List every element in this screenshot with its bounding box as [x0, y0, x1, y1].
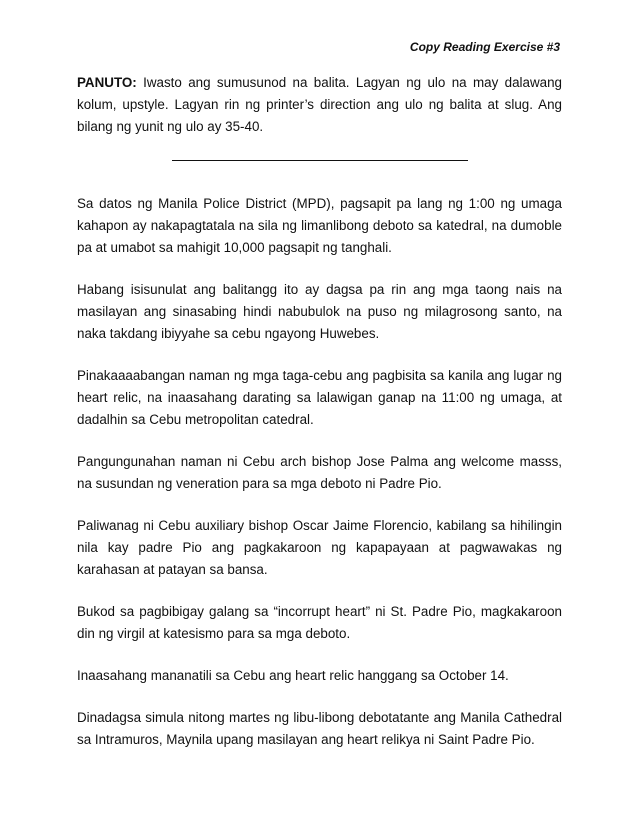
- news-paragraph: Pinakaaaabangan naman ng mga taga-cebu ang pagbisita sa kanila ang lugar ng heart relic, na inaasahang darating sa lalawigan ganap na 11:00 ng umaga, at dadalhin sa Cebu metropolitan catedral.: [77, 368, 562, 427]
- news-paragraph: Bukod sa pagbibigay galang sa “incorrupt heart” ni St. Padre Pio, magkakaroon din ng virgil at katesismo para sa mga deboto.: [77, 604, 562, 641]
- document-body: [77, 72, 562, 771]
- news-paragraph: Inaasahang mananatili sa Cebu ang heart relic hanggang sa October 14.: [77, 668, 509, 683]
- instructions-text: Iwasto ang sumusunod na balita. Lagyan ng ulo na may dalawang kolum, upstyle. Lagyan rin ng printer’s direction ang ulo ng balita at slug. Ang bilang ng yunit ng ulo ay 35-40.: [77, 75, 562, 134]
- news-paragraph: Paliwanag ni Cebu auxiliary bishop Oscar Jaime Florencio, kabilang sa hihilingin nila kay padre Pio ang pagkakaroon ng kapapayaan at pagwawakas ng karahasan at patayan sa bansa.: [77, 518, 562, 577]
- divider-line: [172, 160, 468, 161]
- news-paragraph: Pangungunahan naman ni Cebu arch bishop Jose Palma ang welcome masss, na susundan ng veneration para sa mga deboto ni Padre Pio.: [77, 454, 562, 491]
- news-paragraph: Habang isisunulat ang balitangg ito ay dagsa pa rin ang mga taong nais na masilayan ang sinasabing hindi nabubulok na puso ng milagrosong santo, na naka takdang ibiyyahe sa cebu ngayong Huwebes.: [77, 282, 562, 341]
- instructions-paragraph: [77, 72, 562, 138]
- instructions-label: PANUTO:: [77, 75, 137, 90]
- news-paragraph: Dinadagsa simula nitong martes ng libu-libong debotatante ang Manila Cathedral sa Intramuros, Maynila upang masilayan ang heart relikya ni Saint Padre Pio.: [77, 710, 562, 747]
- exercise-title: Copy Reading Exercise #3: [409, 40, 560, 54]
- news-paragraph: Sa datos ng Manila Police District (MPD), pagsapit pa lang ng 1:00 ng umaga kahapon ay nakapagtatala na sila ng limanlibong deboto sa katedral, na dumoble pa at umabot sa mahigit 10,000 pagsapit ng tanghali.: [77, 196, 562, 255]
